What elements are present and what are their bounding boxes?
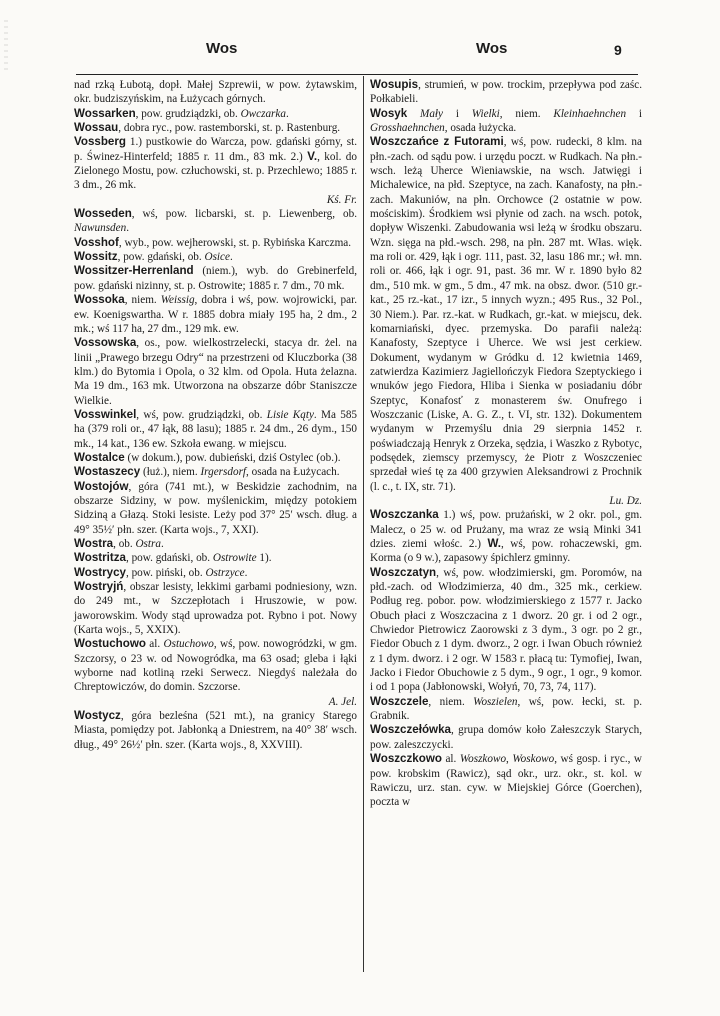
dictionary-entry: Wostra, ob. Ostra.: [74, 537, 164, 550]
dictionary-entry: Wossitz, pow. gdański, ob. Osice.: [74, 250, 233, 264]
dictionary-entry: Wostrycy, pow. piński, ob. Ostrzyce.: [74, 565, 248, 579]
dictionary-entry: Wosupis, strumień, w pow. trockim, przepływa pod zaśc. Połkabieli.: [370, 78, 642, 106]
dictionary-entry: Wostuchowo al. Ostuchowo, wś, pow. nowogródzki, w gm. Szczorsy, o 23 w. od Nowogródka, ma 63 osad; gleba i łąki wyborne nad kotliną rzeki Serwecz. Niegdyś należała do Chreptowiczów, do domin. Szczorse. A. Jel.: [74, 637, 358, 708]
column-divider: [363, 76, 364, 972]
dictionary-entry: Woszczkowo al. Woszkowo, Woskowo, wś gosp. i ryc., w pow. krobskim (Rawicz), sąd okr., urz. okr., st. kol. w Rawiczu, urz. stan. cyw. w Miejskiej Górce (Goerchen), poczta w: [370, 752, 642, 809]
dictionary-entry: Woszczele, niem. Woszielen, wś, pow. łecki, st. p. Grabnik.: [370, 694, 642, 723]
right-column: [370, 78, 642, 810]
dictionary-entry: Wostalce (w dokum.), pow. dubieński, dziś Ostylec (ob.).: [74, 450, 341, 464]
dictionary-entry: Woszczatyn, wś, pow. włodzimierski, gm. Poromów, na płd.-zach. od Włodzimierza, 40 dm., 325 mk., cerkiew. Podług reg. pobor. pow. włodzimierskiego z 1577 r. Jacko Obuch płaci z Woszczacina z 1 dworz. 20 gr. i od 2 ogr., Chwiedor Pietrowicz Zaorowski z 3 dym., 3 ogr. po 2 gr., Fiedor Obuch z 1 dym. dworz., 2 ogr. i Iwan Obuch również z 1 dym. dworz. i 2 ogr. W 1583 r. płacą tu: Tymofiej, Iwan, Jacko i Fiedor Obuchowie z 5 dym., 9 ogr., 1 ogr., 9 komor. i od 1 popa (Jabłonowski, Wołyń, 70, 73, 74, 117).: [370, 565, 642, 694]
dictionary-entry: Vossberg 1.) pustkowie do Warcza, pow. gdański górny, st. p. Świnez-Hinterfeld; 1885 r. 11 dm., 83 mk. 2.) V., kol. do Zielonego Mostu, pow. człuchowski, st. p. Przechlewo; 1885 r. 3 dm., 26 mk. Kś. Fr.: [74, 135, 357, 206]
left-running-head: Wos: [206, 40, 238, 57]
dictionary-entry: Vosshof, wyb., pow. wejherowski, st. p. Rybińska Karczma.: [74, 235, 352, 249]
dictionary-entry: Wostojów, góra (741 mt.), w Beskidzie zachodnim, na obszarze Sidziny, w pow. myślenickim, między potokiem Sidziną a Głazą. Stoki lesiste. Leży pod 37° 25′ wsch. dług. a 49° 35½′ płn. szer. (Karta wojs., 7, XXI).: [74, 479, 357, 536]
dictionary-entry: Wosseden, wś, pow. licbarski, st. p. Liewenberg, ob. Nawunsden.: [74, 207, 357, 235]
dictionary-entry: Woszczanka 1.) wś, pow. prużański, w 2 okr. pol., gm. Malecz, o 25 w. od Prużany, ma wraz ze wsią Minki 341 dzies. ziemi włośc. 2.) W., wś, pow. rohaczewski, gm. Korma (o 9 w.), zapasowy śpichlerz gminny.: [370, 508, 642, 565]
page-number: 9: [614, 42, 622, 58]
dictionary-entry: Vosswinkel, wś, pow. grudziądzki, ob. Lisie Kąty. Ma 585 ha (379 roli or., 47 łąk, 88 lasu); 1885 r. 24 dm., 26 dym., 150 mk., 14 kat., 136 ew. Szkoła ewang. w miejscu.: [74, 407, 358, 450]
dictionary-entry: nad rzką Łubotą, dopł. Małej Szprewii, w pow. żytawskim, okr. budziszyńskim, na Łużycach górnych.: [74, 79, 357, 106]
dictionary-entry: Wossoka, niem. Weissig, dobra i wś, pow. wojrowicki, par. ew. Koenigswartha. W r. 1885 dobra miały 195 ha, 2 dm., 2 mk.; wś 117 ha, 27 dm., 129 mk. ew.: [74, 293, 357, 335]
page-header: [0, 40, 720, 64]
dictionary-entry: Wostryjń, obszar lesisty, lekkimi garbami podniesiony, wzn. do 249 mt., w Szczepłotach i Hruszowie, w pow. jaworowskim. Wody stąd uprowadza pot. Rybno i pot. Nowy (Karta wojs., 5, XXIX).: [74, 580, 357, 637]
dictionary-entry: Wostaszecy (łuż.), niem. Irgersdorf, osada na Łużycach.: [74, 465, 340, 479]
dictionary-entry: Wostycz, góra bezleśna (521 mt.), na granicy Starego Miasta, pomiędzy pot. Jabłonką a Dniestrem, na 40° 38′ wsch. dług., 49° 26½′ płn. szer. (Karta wojs., 8, XXVIII).: [74, 709, 357, 751]
left-column: [74, 78, 357, 752]
dictionary-entry: Vossowska, os., pow. wielkostrzelecki, stacya dr. żel. na linii „Prawego brzegu Odry“ na przestrzeni od Kluczborka (38 klm.) do Bytomia i Opola, o 32 klm. od Opola. Huta żelazna. Ma 19 dm., 163 mk. Utworzona na obszarze dóbr Staniszcze Wielkie.: [74, 336, 357, 407]
header-rule: [76, 74, 638, 75]
dictionary-entry: Woszczełówka, grupa domów koło Załeszczyk Starych, pow. zaleszczycki.: [370, 723, 642, 751]
dictionary-entry: Wossitzer-Herrenland (niem.), wyb. do Grebinerfeld, pow. gdański nizinny, st. p. Ostrowite; 1885 r. 7 dm., 70 mk.: [74, 264, 357, 292]
dictionary-entry: Wossarken, pow. grudziądzki, ob. Owczarka.: [74, 106, 289, 120]
dictionary-entry: Woszczańce z Futorami, wś, pow. rudecki, 8 klm. na płn.-zach. od sądu pow. i urzędu poczt. w Rudkach. Na płn.-wsch. leżą Uherce Wieniawskie, na wsch. Jatwięgi i Michalewice, na płd. Szeptyce, na zach. Kanafosty, na płn.-zach. Makuniów, na płn. Orchowce (2 ostatnie w pow. mościskim). Środkiem wsi płynie od zach. na wsch. potok, dopływ Wiszenki. Zabudowania wsi leżą w środku obszaru. Wzn. sięga na płd.-wsch. 298, na płn. 287 mt. Włas. więk. ma roli or. 429, łąk i ogr. 111, past. 32, lasu 186 mr.; wł. mn. roli or. 466, łąk i ogr. 91, past. 36 mr. W r. 1890 było 82 dm., 510 mk. w gm., 5 dm., 47 mk. na obsz. dwor. (510 gr.-kat., 25 rz.-kat., 17 izr., 5 innych wyzn.; 495 Rus., 32 Pol., 30 Niem.). Par. rz.-kat. w Rudkach, gr.-kat. w miejscu, dek. komarniański, dyec. przemyska. Do parafii należą: Kanafosty, Szeptyce i Uherce. We wsi jest cerkiew. Dokument, wydanym w Gródku d. 12 kwietnia 1469, zatwierdza Kazimierz Jagiellończyk Fiedora Szeptyckiego i wnuków jego Fiedora, Hliba i Sienka w posiadaniu dóbr Szeptyc, Konafosť z monasterem św. Onufrego i Woszczanic (Liske, A. G. Z., t. VI, str. 132). Dokumentem wydanym w Przemyślu dnia 29 sierpnia 1452 r. poświadczają Henryk z Orzeka, sędzia, i Waszko z Rybotyc, podsędek, ziemscy przemyscy, że Piotr z Woszczeniec sprzedał wieś tę za 400 grzywien Aleksandrowi z Prochnik (l. c., t. IX, str. 71). Lu. Dz.: [370, 135, 642, 507]
right-running-head: Wos: [476, 40, 508, 57]
dictionary-entry: Wostritza, pow. gdański, ob. Ostrowite 1).: [74, 551, 272, 565]
dictionary-entry: Wossau, dobra ryc., pow. rastemborski, st. p. Rastenburg.: [74, 121, 341, 135]
dictionary-entry: Wosyk Mały i Wielki, niem. Kleinhaehnchen i Grosshaehnchen, osada łużycka.: [370, 106, 642, 135]
